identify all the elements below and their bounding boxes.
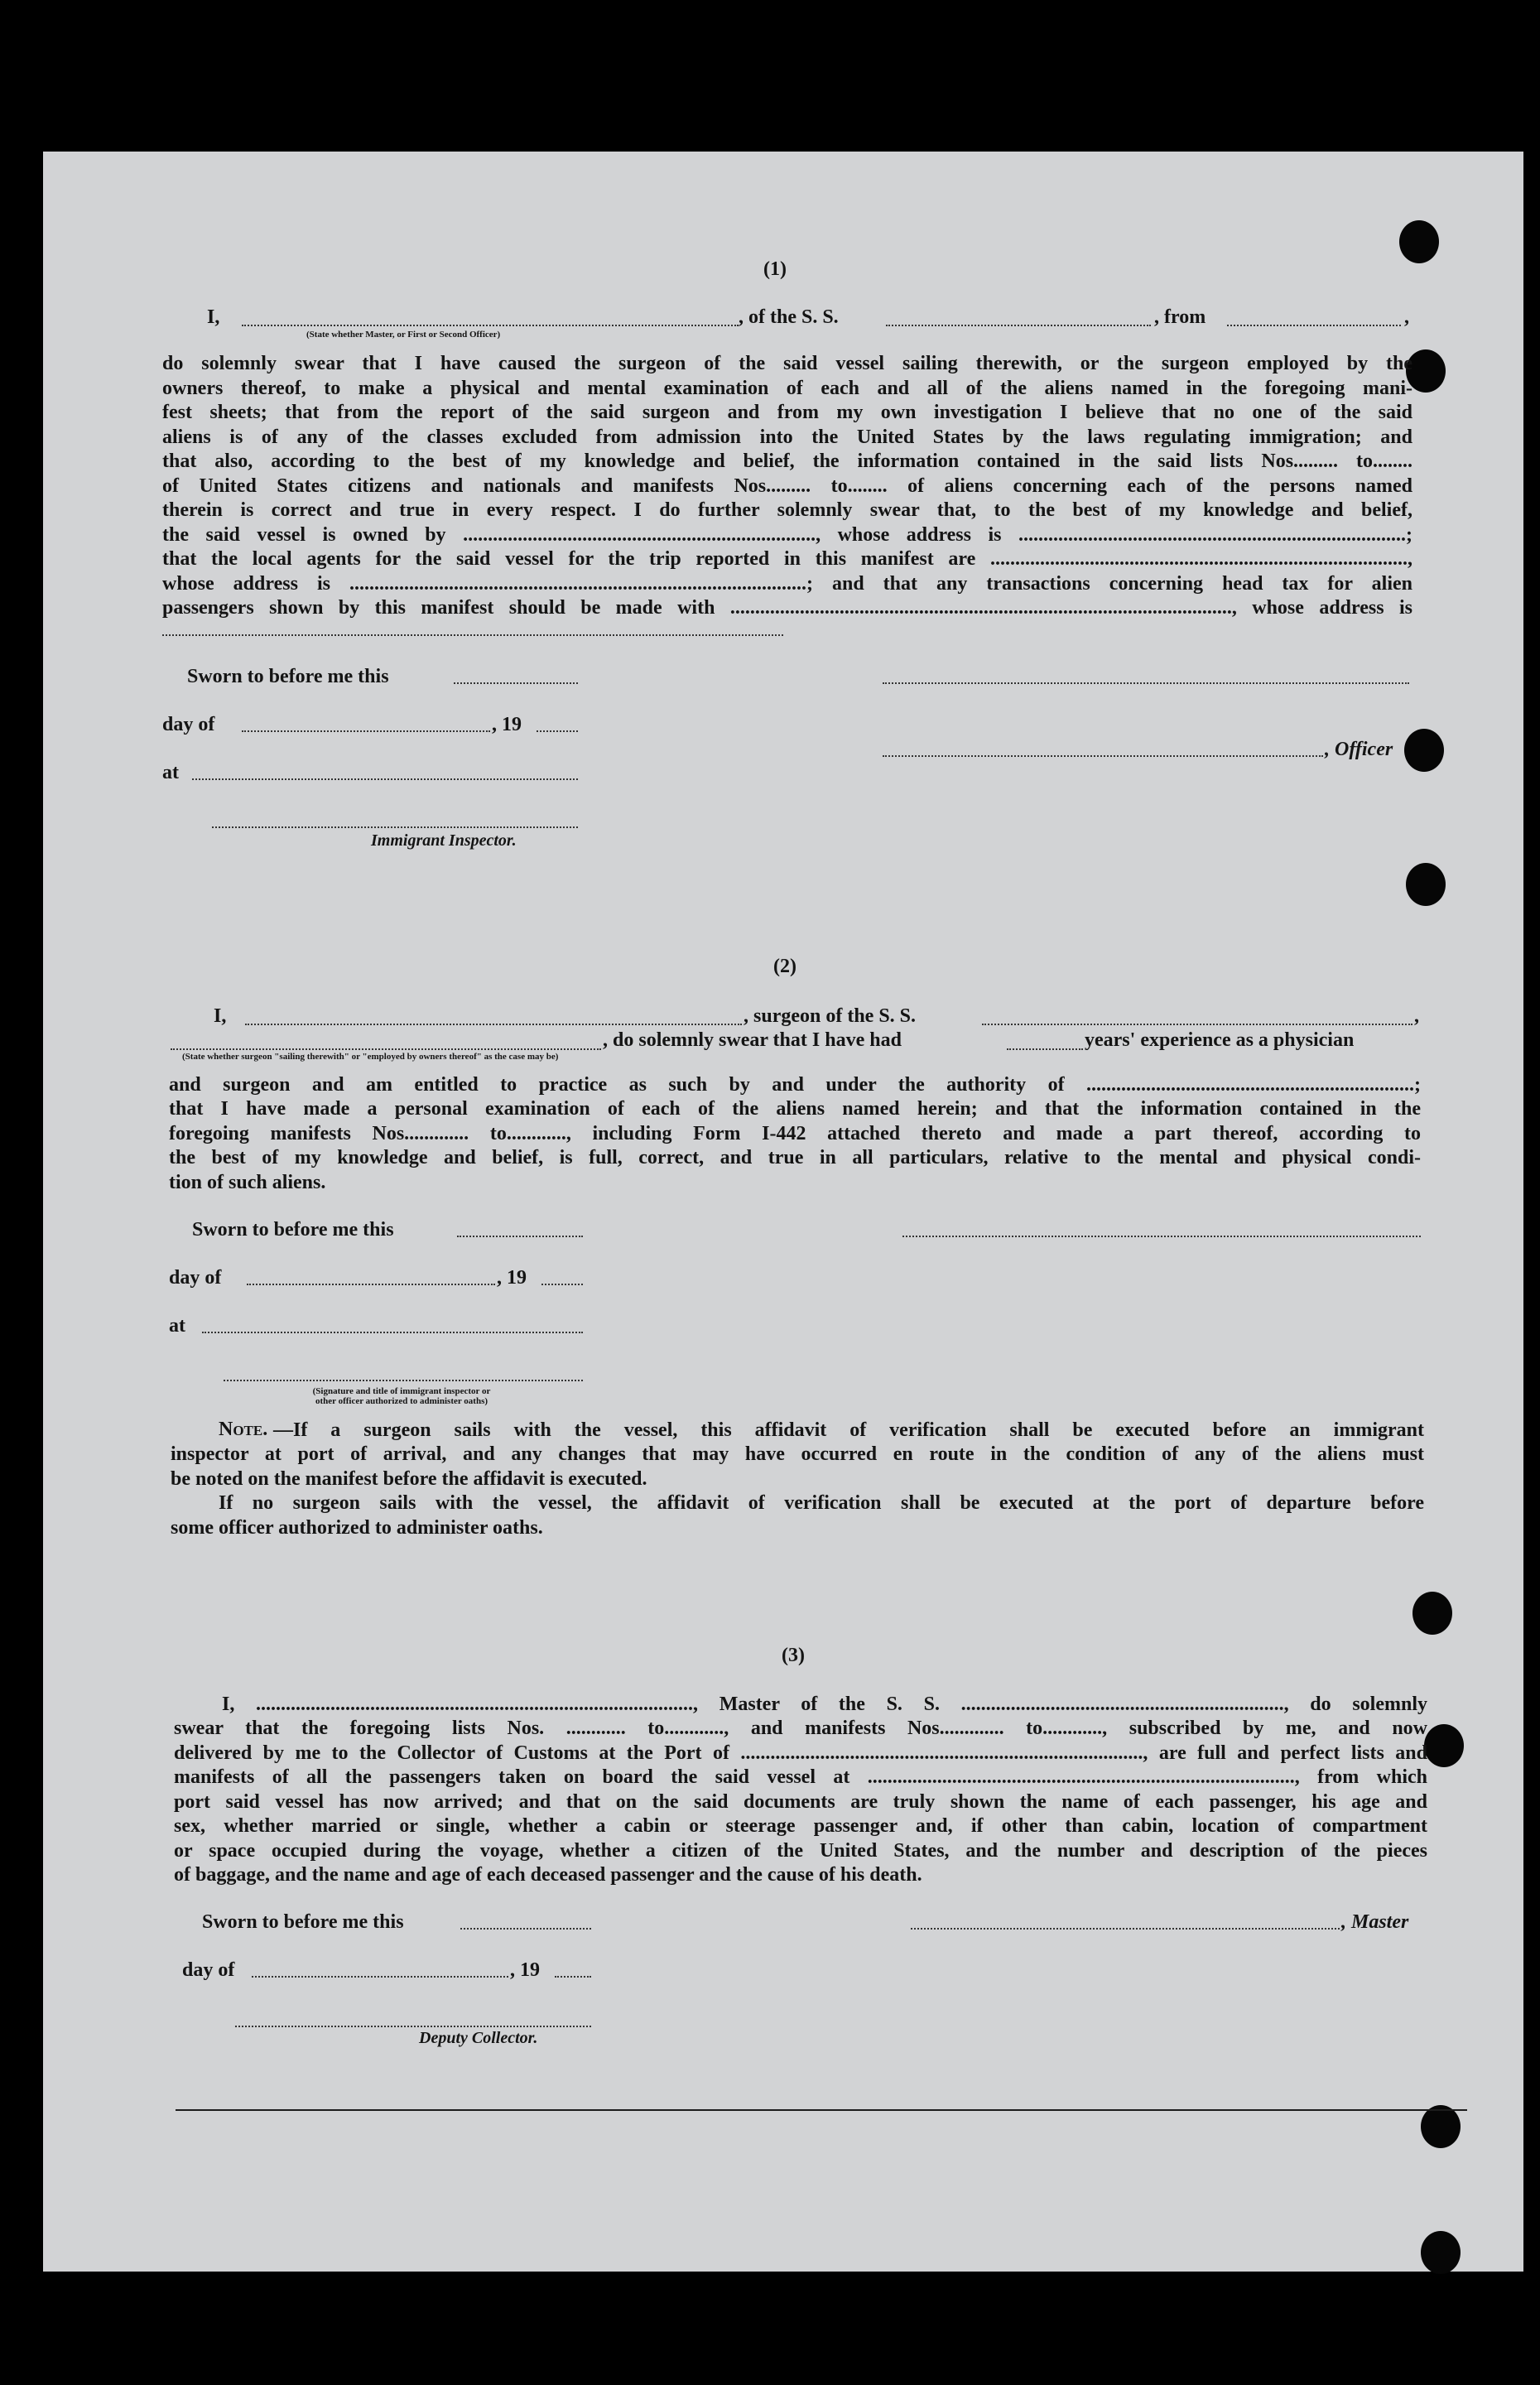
sec1-line: owners thereof, to make a physical and mental examination of each and all of the aliens named in the foregoing mani- [162,378,1412,399]
sec2-years: years' experience as a physician [1085,1029,1355,1051]
sec2-sworn: Sworn to before me this [192,1219,394,1241]
sec3-line: manifests of all the passengers taken on board the said vessel at ......................................................................................, from which [174,1766,1427,1788]
sec1-of-ss: , of the S. S. [739,306,839,328]
punch-hole-icon [1424,1724,1464,1767]
sec1-inspector: Immigrant Inspector. [371,831,517,850]
sec3-month-field[interactable] [252,1976,508,1978]
sec1-line: of United States citizens and nationals and manifests Nos......... to........ of aliens concerning each of the persons named [162,475,1412,497]
note-line: inspector at port of arrival, and any changes that may have occurred en route in the condition of any of the aliens must [171,1443,1424,1465]
sec2-line: that I have made a personal examination of each of the aliens named herein; and that the information contained in the [169,1098,1421,1120]
sec3-year: , 19 [510,1959,540,1981]
sec3-sworn-day-field[interactable] [460,1928,591,1930]
sec1-at-field[interactable] [192,778,578,780]
sec2-at-field[interactable] [202,1332,583,1333]
sec2-line: and surgeon and am entitled to practice as such by and under the authority of ..................................................................; [169,1074,1421,1096]
sec1-caption: (State whether Master, or First or Second Officer) [306,330,501,340]
sec3-day-of: day of [182,1959,235,1981]
sec1-officer: , Officer [1325,739,1393,760]
agent-address-field[interactable] [162,634,783,636]
sec2-inspector-field[interactable] [224,1380,583,1381]
section-1-number: (1) [763,258,787,280]
sec2-line: tion of such aliens. [169,1172,326,1193]
punch-hole-icon [1404,729,1444,772]
sec1-inspector-field[interactable] [212,826,578,828]
sec2-sig-caption-1: (Signature and title of immigrant inspector or [312,1386,491,1396]
sec2-sig-caption-2: other officer authorized to administer oaths) [315,1396,488,1406]
surgeon-status-field[interactable] [171,1048,601,1050]
sec1-day-of: day of [162,714,215,735]
sec2-caption: (State whether surgeon "sailing therewith" or "employed by owners thereof" as the case may be) [182,1052,559,1062]
sec1-line: do solemnly swear that I have caused the surgeon of the said vessel sailing therewith, or the surgeon employed by the [162,353,1412,374]
sec3-line: I, ........................................................................................, Master of the S. S. ................................................................., do solemnly [222,1694,1427,1715]
sec2-year: , 19 [497,1267,527,1289]
section-3-number: (3) [782,1645,805,1666]
sec2-sworn-day-field[interactable] [457,1236,583,1237]
sec1-year-field[interactable] [537,730,578,732]
sec3-line: delivered by me to the Collector of Customs at the Port of ................................................................................., are full and perfect lists and [174,1742,1427,1764]
sec3-line: swear that the foregoing lists Nos. ............ to............, and manifests Nos............. to............, subscribed by me, and now [174,1718,1427,1739]
sec1-sworn: Sworn to before me this [187,666,389,687]
bottom-rule [176,2109,1467,2111]
sec2-surgeon-of: , surgeon of the S. S. [744,1005,917,1027]
sec3-master: , Master [1341,1911,1409,1933]
sec1-at: at [162,762,179,783]
section-2-number: (2) [773,956,796,977]
sec1-year: , 19 [492,714,522,735]
sec2-end: , [1414,1005,1419,1027]
sec3-collector-field[interactable] [235,2026,591,2027]
sec1-line: that also, according to the best of my knowledge and belief, the information contained in the said lists Nos......... to........ [162,450,1412,472]
punch-hole-icon [1399,220,1439,263]
sec1-line: the said vessel is owned by ......................................................................., whose address is ..............................................................................; [162,524,1412,546]
sec2-line: foregoing manifests Nos............. to............, including Form I-442 attached thereto and made a part thereof, according to [169,1123,1421,1144]
sec2-line: the best of my knowledge and belief, is full, correct, and true in all particulars, relative to the mental and physical condi- [169,1147,1421,1168]
sec1-end: , [1404,306,1409,328]
sec3-line: or space occupied during the voyage, whether a citizen of the United States, and the number and description of the pieces [174,1840,1427,1862]
note-label: Note. [219,1419,268,1440]
sec2-i: I, [214,1005,227,1027]
punch-hole-icon [1421,2231,1461,2274]
sec2-at: at [169,1315,185,1337]
sec1-line: therein is correct and true in every respect. I do further solemnly swear that, to the best of my knowledge and belief, [162,499,1412,521]
note-line: —If a surgeon sails with the vessel, this affidavit of verification shall be executed before an immigrant [273,1419,1424,1441]
sec3-collector: Deputy Collector. [419,2029,538,2047]
note-line: some officer authorized to administer oaths. [171,1517,543,1539]
sec1-officer-field[interactable] [883,755,1323,757]
sec1-sworn-day-field[interactable] [454,682,578,684]
vessel-name-field[interactable] [886,325,1151,326]
sec1-month-field[interactable] [242,730,490,732]
note-line: be noted on the manifest before the affidavit is executed. [171,1468,647,1490]
sec1-i: I, [207,306,220,328]
sec3-sworn: Sworn to before me this [202,1911,404,1933]
sec3-line: sex, whether married or single, whether a cabin or steerage passenger and, if other than cabin, location of compartment [174,1815,1427,1837]
from-port-field[interactable] [1227,325,1401,326]
sec2-signature-field[interactable] [902,1236,1421,1237]
sec1-from: , from [1154,306,1206,328]
sec1-line: whose address is ............................................................................................; and that any transactions concerning head tax for alien [162,573,1412,595]
sec2-year-field[interactable] [541,1284,583,1285]
punch-hole-icon [1412,1592,1452,1635]
sec2-vessel-field[interactable] [982,1024,1412,1025]
sec3-signature-field[interactable] [911,1928,1340,1930]
sec2-month-field[interactable] [247,1284,495,1285]
sec2-day-of: day of [169,1267,222,1289]
sec1-line: that the local agents for the said vessel for the trip reported in this manifest are ...................................................................................., [162,548,1412,570]
sec3-line: port said vessel has now arrived; and that on the said documents are truly shown the name of each passenger, his age and [174,1791,1427,1813]
sec2-swear: , do solemnly swear that I have had [603,1029,902,1051]
sec1-line: passengers shown by this manifest should be made with ....................................................................................................., whose address is [162,597,1412,619]
note-line: If no surgeon sails with the vessel, the affidavit of verification shall be executed at the port of departure before [219,1492,1424,1514]
surgeon-name-field[interactable] [245,1024,742,1025]
sec1-signature-field[interactable] [883,682,1409,684]
sec3-year-field[interactable] [555,1976,591,1978]
sec1-line: aliens is of any of the classes excluded from admission into the United States by the laws regulating immigration; and [162,426,1412,448]
punch-hole-icon [1406,863,1446,906]
sec1-line: fest sheets; that from the report of the said surgeon and from my own investigation I believe that no one of the said [162,402,1412,423]
punch-hole-icon [1421,2105,1461,2148]
years-experience-field[interactable] [1007,1048,1083,1050]
officer-name-field[interactable] [242,325,739,326]
sec3-line: of baggage, and the name and age of each deceased passenger and the cause of his death. [174,1864,922,1886]
